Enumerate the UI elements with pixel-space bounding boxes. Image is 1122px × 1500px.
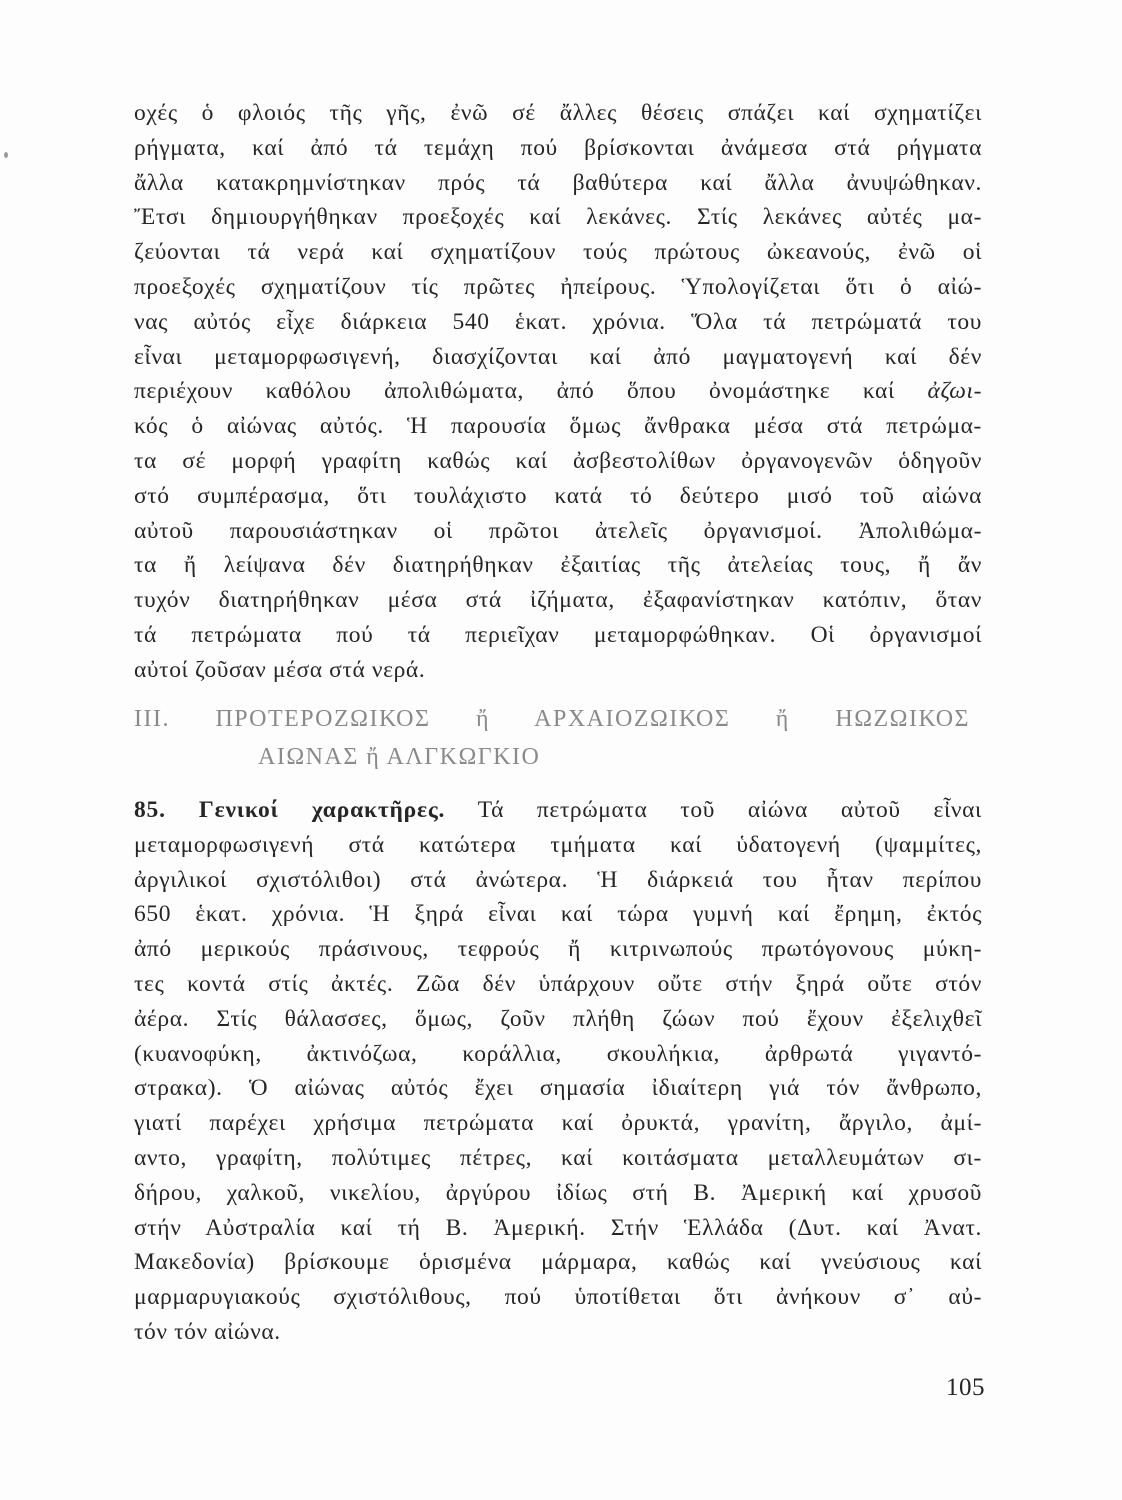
text-line: (κυανοφύκη, ἀκτινόζωα, κοράλλια, σκουλήκια, ἀρθρωτά γιγαντό- <box>134 1040 982 1067</box>
text-line: τα σέ μορφή γραφίτη καθώς καί ἀσβεστολίθων ὀργανογενῶν ὁδηγοῦν <box>134 447 982 474</box>
section-heading: ΙΙΙ. ΠΡΟΤΕΡΟΖΩΙΚΟΣ ἤ ΑΡΧΑΙΟΖΩΙΚΟΣ ἤ ΗΩΖΩΙΚΟΣ <box>134 706 970 732</box>
text-line: δήρου, χαλκοῦ, νικελίου, ἀργύρου ἰδίως στή Β. Ἀμερική καί χρυσοῦ <box>134 1179 982 1206</box>
text-line-main: περιέχουν καθόλου ἀπολιθώματα, ἀπό ὅπου ὀνομάστηκε καί <box>134 378 895 405</box>
section-heading-continued: ΑΙΩΝΑΣ ἤ ΑΛΓΚΩΓΚΙΟ <box>258 744 541 770</box>
text-line: τες κοντά στίς ἀκτές. Ζῶα δέν ὑπάρχουν οὔτε στήν ξηρά οὔτε στόν <box>134 970 982 997</box>
text-line-main: Τά πετρώματα τοῦ αἰώνα αὐτοῦ εἶναι <box>477 797 982 823</box>
text-line <box>134 374 982 409</box>
text-line: μεταμορφωσιγενή στά κατώτερα τμήματα καί ὑδατογενή (ψαμμίτες, <box>134 831 982 858</box>
text-line: νας αὐτός εἶχε διάρκεια 540 ἑκατ. χρόνια. Ὅλα τά πετρώματά του <box>134 308 982 335</box>
text-line: αὐτοῦ παρουσιάστηκαν οἱ πρῶτοι ἀτελεῖς ὀργανισμοί. Ἀπολιθώμα- <box>134 517 982 544</box>
text-line: ζεύονται τά νερά καί σχηματίζουν τούς πρώτους ὠκεανούς, ἐνῶ οἱ <box>134 239 982 266</box>
text-line: ρήγματα, καί ἀπό τά τεμάχη πού βρίσκονται ἀνάμεσα στά ρήγματα <box>134 134 982 161</box>
text-line: κός ὁ αἰώνας αὐτός. Ἡ παρουσία ὅμως ἄνθρακα μέσα στά πετρώμα- <box>134 413 982 440</box>
paragraph-title: 85. Γενικοί χαρακτῆρες. <box>134 797 446 823</box>
text-line: στό συμπέρασμα, ὅτι τουλάχιστο κατά τό δεύτερο μισό τοῦ αἰώνα <box>134 482 982 509</box>
margin-speck <box>4 152 8 158</box>
text-line: στρακα). Ὁ αἰώνας αὐτός ἔχει σημασία ἰδιαίτερη γιά τόν ἄνθρωπο, <box>134 1075 982 1102</box>
text-line: οχές ὁ φλοιός τῆς γῆς, ἐνῶ σέ ἄλλες θέσεις σπάζει καί σχηματίζει <box>134 100 982 126</box>
text-line: αντο, γραφίτη, πολύτιμες πέτρες, καί κοιτάσματα μεταλλευμάτων σι- <box>134 1144 982 1171</box>
text-line: προεξοχές σχηματίζουν τίς πρῶτες ἠπείρους. Ὑπολογίζεται ὅτι ὁ αἰώ- <box>134 273 982 300</box>
text-line: γιατί παρέχει χρήσιμα πετρώματα καί ὀρυκτά, γρανίτη, ἄργιλο, ἀμί- <box>134 1110 982 1137</box>
text-line: Ἔτσι δημιουργήθηκαν προεξοχές καί λεκάνες. Στίς λεκάνες αὐτές μα- <box>134 204 982 231</box>
text-line: στήν Αὐστραλία καί τή Β. Ἀμερική. Στήν Ἑλλάδα (Δυτ. καί Ἀνατ. <box>134 1214 982 1241</box>
text-line: εἶναι μεταμορφωσιγενή, διασχίζονται καί ἀπό μαγματογενή καί δέν <box>134 343 982 370</box>
text-line: ἀπό μερικούς πράσινους, τεφρούς ἤ κιτρινωπούς πρωτόγονους μύκη- <box>134 936 982 963</box>
paragraph-85 <box>134 793 982 1350</box>
text-line: αὐτοί ζοῦσαν μέσα στά νερά. <box>134 656 426 683</box>
text-line: ἀργιλικοί σχιστόλιθοι) στά ἀνώτερα. Ἡ διάρκειά του ἦταν περίπου <box>134 866 982 893</box>
text-line: 650 ἑκατ. χρόνια. Ἡ ξηρά εἶναι καί τώρα γυμνή καί ἔρημη, ἐκτός <box>134 901 982 928</box>
text-line: μαρμαρυγιακούς σχιστόλιθους, πού ὑποτίθεται ὅτι ἀνήκουν σ᾿ αὐ- <box>134 1284 982 1311</box>
text-line: τα ἤ λείψανα δέν διατηρήθηκαν ἐξαιτίας τῆς ἀτελείας τους, ἤ ἄν <box>134 552 982 579</box>
page-number: 105 <box>946 1374 985 1401</box>
text-line: Μακεδονία) βρίσκουμε ὁρισμένα μάρμαρα, καθώς καί γνεύσιους καί <box>134 1249 982 1276</box>
text-line <box>134 793 982 828</box>
text-line: ἄλλα κατακρημνίστηκαν πρός τά βαθύτερα καί ἄλλα ἀνυψώθηκαν. <box>134 169 982 196</box>
paragraph-continued <box>134 96 982 688</box>
text-line: τόν τόν αἰώνα. <box>134 1318 281 1345</box>
text-line: τυχόν διατηρήθηκαν μέσα στά ἰζήματα, ἐξαφανίστηκαν κατόπιν, ὅταν <box>134 587 982 614</box>
text-line: τά πετρώματα πού τά περιεῖχαν μεταμορφώθηκαν. Οἱ ὀργανισμοί <box>134 621 982 648</box>
text-line: ἀέρα. Στίς θάλασσες, ὅμως, ζοῦν πλήθη ζώων πού ἔχουν ἐξελιχθεῖ <box>134 1005 982 1032</box>
italic-term: ἀζωι- <box>927 378 982 405</box>
